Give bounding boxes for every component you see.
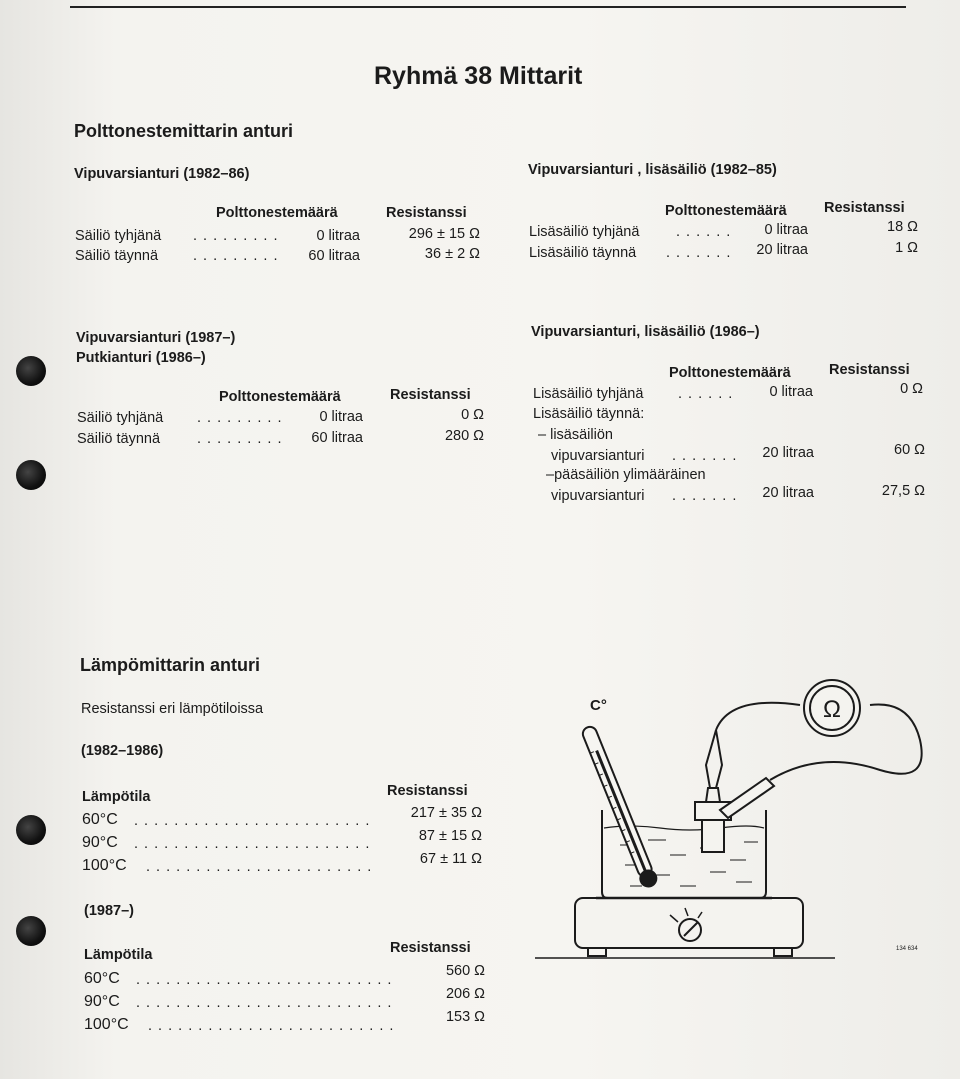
amount-value: 0 litraa	[316, 228, 360, 244]
col-amount-header: Polttonestemäärä	[665, 203, 787, 219]
amount-value: 60 litraa	[311, 430, 363, 446]
row-label: Lisäsäiliö tyhjänä	[529, 224, 640, 240]
leader-dots: . . . . . . . . . . . . . . . . . . . . . . . .	[134, 836, 371, 852]
float-extra-1986-title: Vipuvarsianturi, lisäsäiliö (1986–)	[531, 324, 760, 340]
leader-dots: . . . . . . . . . . . . . . . . . . . . . . .	[146, 859, 373, 875]
resistance-value: 67 ± 11 Ω	[419, 851, 482, 867]
leader-dots: . . . . . . . . .	[193, 228, 279, 244]
col-amount-header: Polttonestemäärä	[669, 365, 791, 381]
period-1987: (1987–)	[84, 903, 134, 919]
amount-value: 0 litraa	[319, 409, 363, 425]
full-label: Lisäsäiliö täynnä:	[533, 406, 645, 422]
alligator-clip	[706, 730, 722, 788]
leader-dots: . . . . . . . . .	[193, 248, 279, 264]
leader-dots: . . . . . .	[676, 224, 732, 240]
row-label: Lisäsäiliö tyhjänä	[533, 386, 644, 402]
sub-label-line2: vipuvarsianturi	[551, 448, 645, 464]
col-amount-header: Polttonestemäärä	[219, 389, 341, 405]
binder-hole	[16, 356, 46, 386]
amount-value: 0 litraa	[769, 384, 813, 400]
leader-dots: . . . . . . . . . . . . . . . . . . . . . . . . . .	[136, 995, 393, 1011]
period-1982-1986: (1982–1986)	[81, 743, 164, 759]
leader-dots: . . . . . . . . . . . . . . . . . . . . . . . . . .	[136, 972, 393, 988]
col-temp-header: Lämpötila	[82, 789, 151, 805]
resistance-value: 18 Ω	[887, 219, 918, 235]
row-label: Lisäsäiliö täynnä	[529, 245, 637, 261]
fuel-sender-heading: Polttonestemittarin anturi	[74, 121, 294, 141]
hotplate-foot	[588, 948, 606, 956]
resistance-value: 0 Ω	[900, 381, 923, 397]
row-label: Säiliö tyhjänä	[75, 228, 162, 244]
resistance-value: 27,5 Ω	[881, 483, 925, 499]
leader-dots: . . . . . . . . . . . . . . . . . . . . . . . .	[134, 813, 371, 829]
resistance-value: 560 Ω	[445, 963, 485, 979]
temp-value: 90°C	[84, 993, 120, 1010]
amount-value: 60 litraa	[308, 248, 360, 264]
float-1987-title: Vipuvarsianturi (1987–)	[76, 330, 236, 346]
amount-value: 20 litraa	[762, 445, 814, 461]
leader-dots: . . . . . . .	[672, 488, 738, 504]
temp-value: 100°C	[84, 1016, 129, 1033]
resistance-value: 296 ± 15 Ω	[408, 226, 480, 242]
resistance-value: 217 ± 35 Ω	[410, 805, 482, 821]
temp-sender-heading: Lämpömittarin anturi	[80, 655, 261, 675]
resistance-value: 280 Ω	[444, 428, 484, 444]
col-resistance-header: Resistanssi	[387, 783, 468, 799]
col-resistance-header: Resistanssi	[390, 940, 471, 956]
col-resistance-header: Resistanssi	[824, 200, 905, 216]
resistance-value: 60 Ω	[894, 442, 925, 458]
leader-dots: . . . . . . .	[666, 245, 732, 261]
col-amount-header: Polttonestemäärä	[216, 205, 338, 221]
leader-dots: . . . . . .	[678, 386, 734, 402]
temp-subtitle: Resistanssi eri lämpötiloissa	[81, 701, 264, 717]
leader-dots: . . . . . . .	[672, 448, 738, 464]
leader-dots: . . . . . . . . .	[197, 410, 283, 426]
binder-hole	[16, 460, 46, 490]
col-temp-header: Lämpötila	[84, 947, 153, 963]
sub-label: – lisäsäiliön	[538, 427, 613, 443]
ohm-symbol: Ω	[823, 696, 841, 723]
amount-value: 20 litraa	[756, 242, 808, 258]
thermometer	[580, 724, 659, 889]
header-rule	[70, 6, 906, 8]
test-setup-illustration	[530, 660, 940, 970]
wire	[716, 703, 800, 730]
temp-value: 60°C	[84, 970, 120, 987]
resistance-value: 87 ± 15 Ω	[418, 828, 482, 844]
sub-label: –pääsäiliön ylimääräinen	[546, 467, 706, 483]
resistance-value: 206 Ω	[445, 986, 485, 1002]
temp-value: 100°C	[82, 857, 127, 874]
resistance-value: 36 ± 2 Ω	[424, 246, 480, 262]
resistance-value: 0 Ω	[461, 407, 484, 423]
temp-value: 60°C	[82, 811, 118, 828]
binder-hole	[16, 815, 46, 845]
tube-sender-title: Putkianturi (1986–)	[76, 350, 206, 366]
leader-dots: . . . . . . . . . . . . . . . . . . . . . . . . .	[148, 1018, 395, 1034]
row-label: Säiliö täynnä	[77, 431, 161, 447]
page-title: Ryhmä 38 Mittarit	[374, 62, 583, 90]
float-extra-1982-85-title: Vipuvarsianturi , lisäsäiliö (1982–85)	[528, 162, 777, 178]
col-resistance-header: Resistanssi	[829, 362, 910, 378]
row-label: Säiliö täynnä	[75, 248, 159, 264]
row-label: Säiliö tyhjänä	[77, 410, 164, 426]
celsius-label: C°	[590, 697, 607, 714]
resistance-value: 1 Ω	[895, 240, 918, 256]
hotplate-foot	[774, 948, 792, 956]
amount-value: 0 litraa	[764, 222, 808, 238]
temp-value: 90°C	[82, 834, 118, 851]
resistance-value: 153 Ω	[445, 1009, 485, 1025]
sub-label-line2: vipuvarsianturi	[551, 488, 645, 504]
temperature-sender	[702, 820, 724, 852]
col-resistance-header: Resistanssi	[386, 205, 467, 221]
binder-hole	[16, 916, 46, 946]
amount-value: 20 litraa	[762, 485, 814, 501]
col-resistance-header: Resistanssi	[390, 387, 471, 403]
float-1982-86-title: Vipuvarsianturi (1982–86)	[74, 166, 250, 182]
figure-code: 134 634	[896, 946, 918, 952]
leader-dots: . . . . . . . . .	[197, 431, 283, 447]
